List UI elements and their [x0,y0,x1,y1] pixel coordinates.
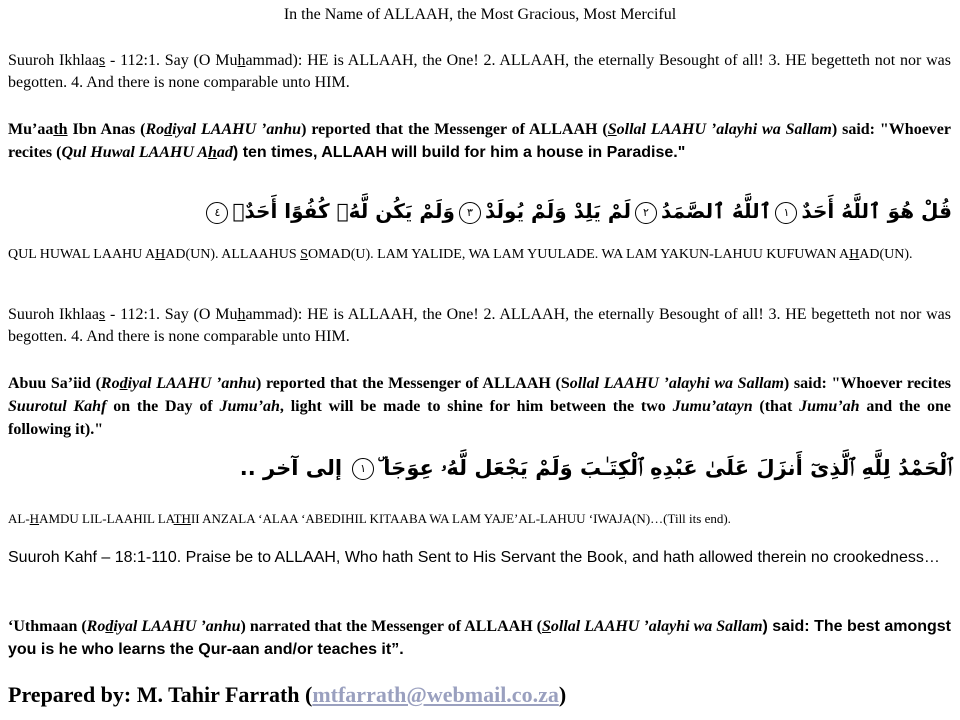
prepared-by-label: Prepared by: M. Tahir Farrath ( [8,682,313,707]
ikhlaas-translation-2: Suuroh Ikhlaas - 112:1. Say (O Muhammad): HE is ALLAAH, the One! 2. ALLAAH, the eternally Besought of all! 3. HE begetteth not nor was begotten. 4. And there is none comparable unto HIM. [8,306,951,345]
ayah-number-marker: ٣ [459,202,481,224]
ikhlaas-translation-1: Suuroh Ikhlaas - 112:1. Say (O Muhammad): HE is ALLAAH, the One! 2. ALLAAH, the eternally Besought of all! 3. HE begetteth not nor was begotten. 4. And there is none comparable unto HIM. [8,52,951,91]
arabic-verse-1: قُلْ هُوَ ٱللَّهُ أَحَدٌ [801,199,952,223]
arabic-till-end: إلى آخر .. [239,456,343,480]
ayah-number-marker: ٤ [206,202,228,224]
arabic-surah-ikhlaas [202,196,952,226]
arabic-kahf-verse-1: ٱلْحَمْدُ لِلَّهِ ٱلَّذِىٓ أَنزَلَ عَلَىٰ عَبْدِهِ ٱلْكِتَـٰبَ وَلَمْ يَجْعَل لَّهُۥ عِوَجَا ۜ [378,456,952,480]
kahf-translation: Suuroh Kahf – 18:1-110. Praise be to ALLAAH, Who hath Sent to His Servant the Book, and hath allowed therein no crookedness… [8,549,940,566]
transliteration-kahf: AL-HAMDU LIL-LAAHIL LATHII ANZALA ‘ALAA ‘ABEDIHIL KITAABA WA LAM YAJE’AL-LAHUU ‘IWAJA(N)…(Till its end). [8,511,731,526]
transliteration-ikhlaas: QUL HUWAL LAAHU AHAD(UN). ALLAAHUS SOMAD(U). LAM YALIDE, WA LAM YUULADE. WA LAM YAKUN-LAHUU KUFUWAN AHAD(UN). [8,247,913,262]
hadith-quran-learning: ‘Uthmaan (Rodiyal LAAHU ’anhu) narrated that the Messenger of ALLAAH (Sollal LAAHU ’alayhi wa Sallam) said: The best amongst you is he who learns the Qur-aan and/or teaches it”. [8,618,952,658]
footer-close-paren: ) [558,682,567,707]
ayah-number-marker: ٢ [635,202,657,224]
author-email-link[interactable]: mtfarrath@webmail.co.za [312,682,559,707]
prepared-by-footer [8,682,566,708]
arabic-verse-4: وَلَمْ يَكُن لَّهُۥ كُفُوًا أَحَدٌۢ [232,199,455,223]
page-title: In the Name of ALLAAH, the Most Gracious, Most Merciful [283,6,677,23]
arabic-surah-kahf-verse [240,452,952,484]
hadith-kahf: Abuu Sa’iid (Rodiyal LAAHU ’anhu) reported that the Messenger of ALLAAH (Sollal LAAHU ’alayhi wa Sallam) said: "Whoever recites Suurotul Kahf on the Day of Jumu’ah, light will be made to shine for him between the two Jumu’atayn (that Jumu’ah and the one following it)." [8,375,952,438]
ayah-number-marker: ١ [775,202,797,224]
arabic-verse-2: ٱللَّهُ ٱلصَّمَدُ [661,199,772,223]
arabic-verse-3: لَمْ يَلِدْ وَلَمْ يُولَدْ [484,199,632,223]
hadith-ikhlaas: Mu’aath Ibn Anas (Rodiyal LAAHU ’anhu) reported that the Messenger of ALLAAH (Sollal LAAHU ’alayhi wa Sallam) said: "Whoever recites (Qul Huwal LAAHU Ahad) ten times, ALLAAH will build for him a house in Paradise." [8,121,952,161]
ayah-number-marker: ١ [352,458,374,480]
